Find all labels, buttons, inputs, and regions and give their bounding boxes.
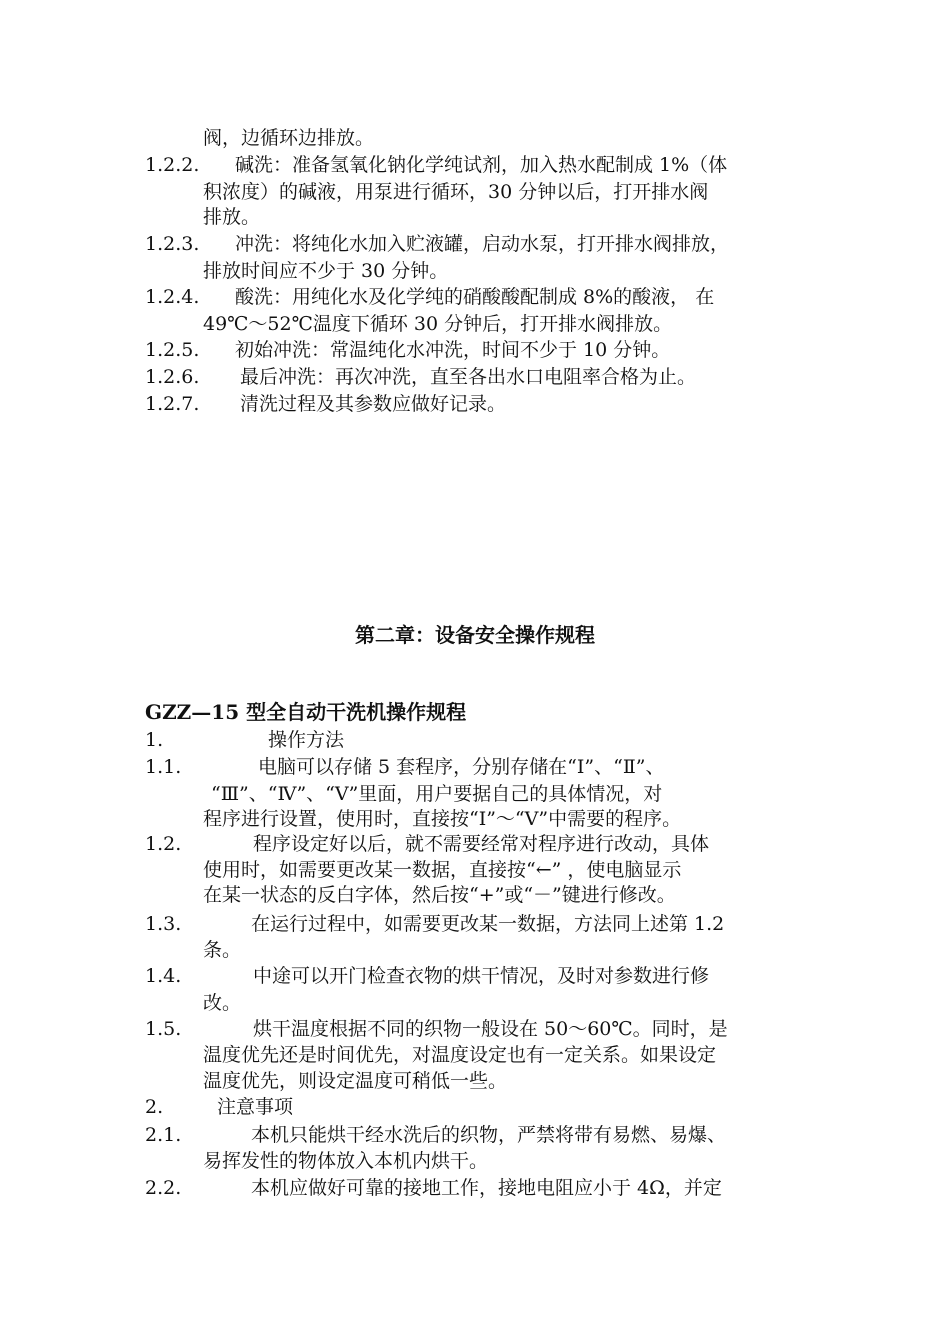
item-text-line: 使用时，如需要更改某一数据，直接按“←” ，使电脑显示	[203, 859, 682, 881]
item-number: 2.	[145, 1096, 164, 1118]
item-number: 1.2.2.	[145, 154, 200, 176]
list-item	[145, 152, 727, 179]
item-number: 2.1.	[145, 1124, 182, 1146]
item-number: 1.2.	[145, 833, 182, 855]
item-text-line: “Ⅲ”、“Ⅳ”、“Ⅴ”里面，用户要据自己的具体情况，对	[211, 783, 663, 805]
item-text-line: 程序进行设置，使用时，直接按“Ⅰ”～“Ⅴ”中需要的程序。	[203, 808, 682, 830]
item-text: 程序设定好以后，就不需要经常对程序进行改动，具体	[253, 833, 710, 855]
item-text-line: 温度优先，则设定温度可稍低一些。	[203, 1070, 508, 1092]
item-text: 清洗过程及其参数应做好记录。	[240, 393, 507, 415]
list-item	[145, 963, 709, 990]
item-text-line: 积浓度）的碱液，用泵进行循环，30 分钟以后，打开排水阀	[203, 181, 709, 203]
item-text: 冲洗：将纯化水加入贮液罐，启动水泵，打开排水阀排放，	[235, 233, 730, 255]
item-number: 2.2.	[145, 1177, 182, 1199]
item-text-line: 条。	[203, 939, 242, 961]
item-text-line: 排放时间应不少于 30 分钟。	[203, 260, 449, 282]
item-text-line: 排放。	[203, 206, 261, 228]
item-text: 操作方法	[268, 729, 345, 751]
list-item	[145, 1016, 728, 1043]
item-number: 1.5.	[145, 1018, 182, 1040]
list-item	[145, 1175, 722, 1202]
item-text-line: 在某一状态的反白字体，然后按“+”或“－”键进行修改。	[203, 884, 676, 906]
item-text-line: 温度优先还是时间优先，对温度设定也有一定关系。如果设定	[203, 1044, 717, 1066]
list-item	[145, 364, 696, 391]
list-item	[145, 337, 670, 364]
item-text: 酸洗：用纯化水及化学纯的硝酸酸配制成 8%的酸液， 在	[235, 286, 715, 308]
list-item	[145, 284, 714, 311]
list-item	[145, 911, 724, 938]
item-text: 初始冲洗：常温纯化水冲洗，时间不少于 10 分钟。	[235, 339, 671, 361]
chapter-title: 第二章：设备安全操作规程	[355, 623, 595, 647]
item-number: 1.1.	[145, 756, 182, 778]
list-item	[145, 1122, 726, 1149]
item-number: 1.2.6.	[145, 366, 200, 388]
item-text: 碱洗：准备氢氧化钠化学纯试剂，加入热水配制成 1%（体	[235, 154, 728, 176]
item-number: 1.	[145, 729, 164, 751]
paragraph-continuation: 阀，边循环边排放。	[203, 127, 375, 149]
item-text-line: 49℃～52℃温度下循环 30 分钟后，打开排水阀排放。	[203, 313, 673, 335]
item-text: 电脑可以存储 5 套程序，分别存储在“Ⅰ”、“Ⅱ”、	[258, 756, 665, 778]
item-number: 1.3.	[145, 913, 182, 935]
item-text: 本机只能烘干经水洗后的织物，严禁将带有易燃、易爆、	[251, 1124, 727, 1146]
item-text: 最后冲洗：再次冲洗，直至各出水口电阻率合格为止。	[240, 366, 697, 388]
item-text: 中途可以开门检查衣物的烘干情况，及时对参数进行修	[253, 965, 710, 987]
item-number: 1.2.5.	[145, 339, 200, 361]
item-number: 1.2.4.	[145, 286, 200, 308]
item-text-line: 易挥发性的物体放入本机内烘干。	[203, 1150, 489, 1172]
item-text-line: 改。	[203, 992, 242, 1014]
procedure-title: GZZ—15 型全自动干洗机操作规程	[145, 700, 467, 724]
item-text: 本机应做好可靠的接地工作，接地电阻应小于 4Ω，并定	[251, 1177, 722, 1199]
item-text: 注意事项	[217, 1096, 294, 1118]
list-item	[145, 727, 344, 754]
item-number: 1.2.3.	[145, 233, 200, 255]
list-item	[145, 831, 709, 858]
item-text: 在运行过程中，如需要更改某一数据，方法同上述第 1.2	[251, 913, 725, 935]
item-text: 烘干温度根据不同的织物一般设在 50～60℃。同时，是	[253, 1018, 728, 1040]
item-number: 1.2.7.	[145, 393, 200, 415]
item-number: 1.4.	[145, 965, 182, 987]
list-item	[145, 231, 729, 258]
list-item	[145, 391, 506, 418]
list-item	[145, 1094, 293, 1121]
list-item	[145, 754, 664, 781]
